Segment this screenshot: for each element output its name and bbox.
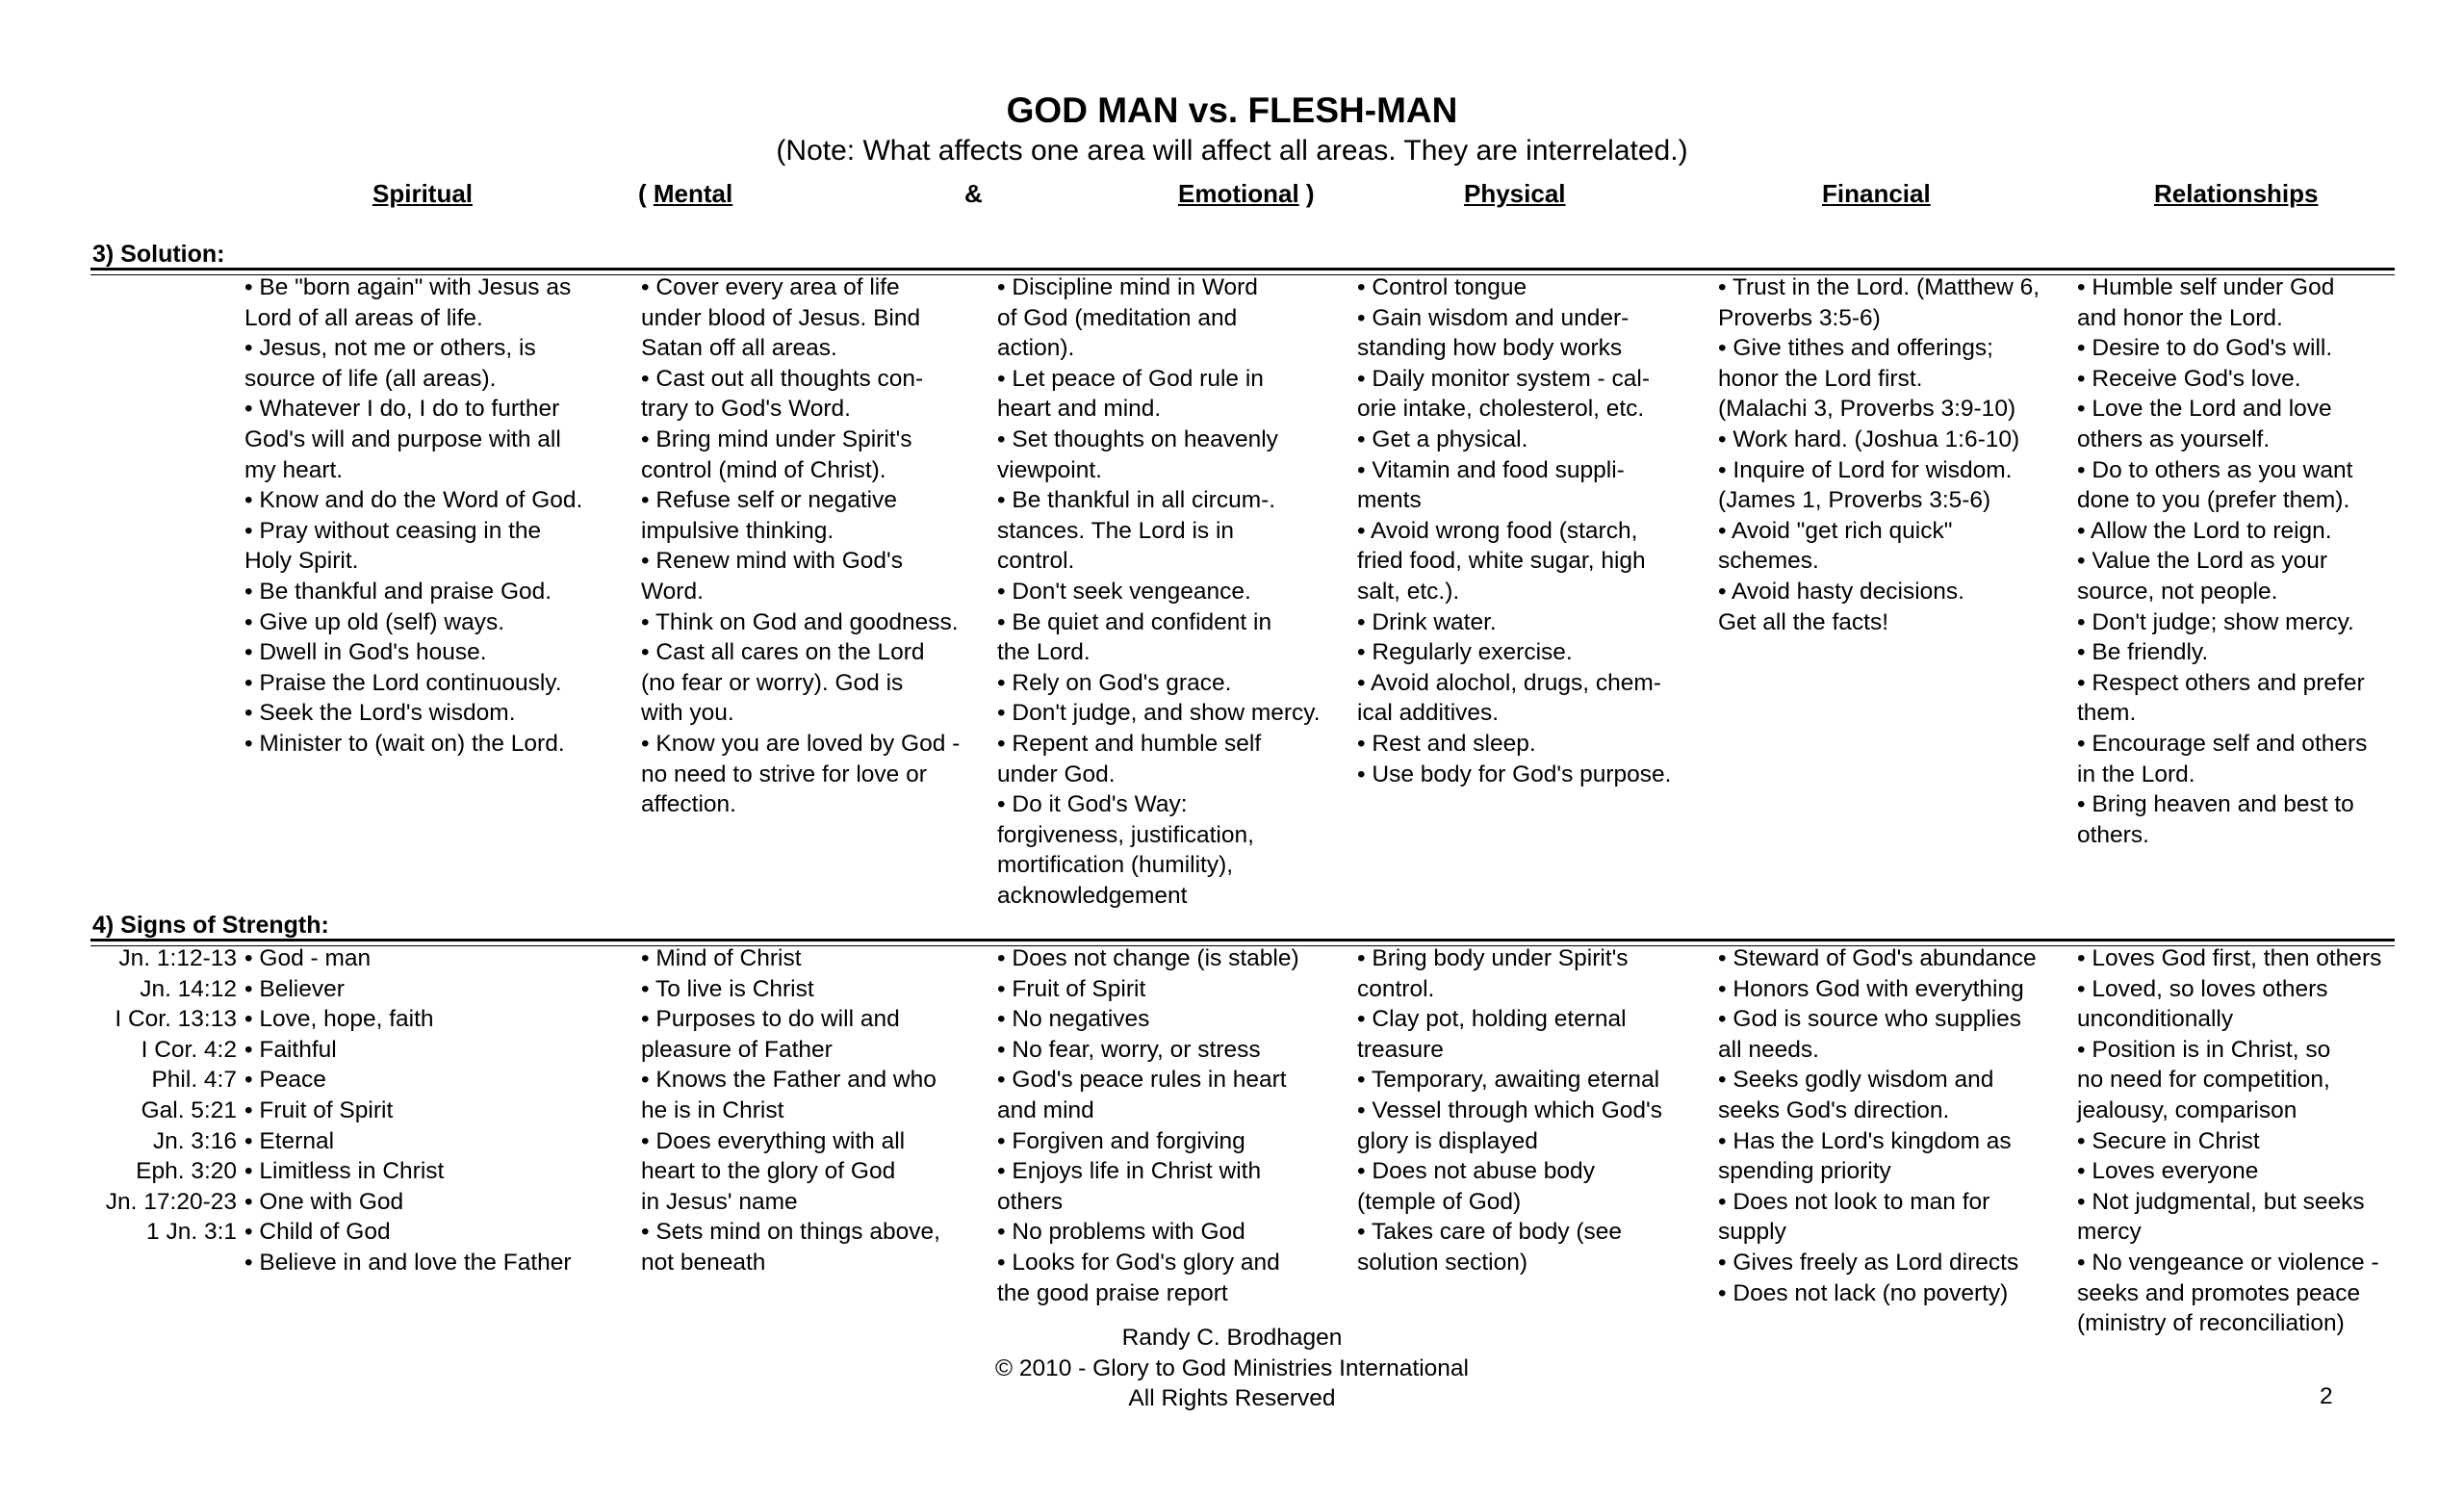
header-relationships: Relationships xyxy=(2154,179,2319,208)
list-item: • Purposes to do will and xyxy=(641,1006,900,1033)
list-item: • Trust in the Lord. (Matthew 6, xyxy=(1718,274,2040,300)
list-item: all needs. xyxy=(1718,1036,1819,1063)
list-item: • God's peace rules in heart xyxy=(997,1067,1287,1094)
list-item: others xyxy=(997,1188,1064,1215)
list-item: • Does everything with all xyxy=(641,1127,906,1154)
page-note: (Note: What affects one area will affect all areas. They are interrelated.) xyxy=(776,135,1688,167)
footer xyxy=(0,1323,2464,1414)
list-item: fried food, white sugar, high xyxy=(1357,548,1646,575)
list-item: • Encourage self and others xyxy=(2077,730,2368,757)
list-item: • Rely on God's grace. xyxy=(997,669,1232,696)
list-item: • Bring heaven and best to xyxy=(2077,791,2354,818)
list-item: control. xyxy=(1357,975,1435,1002)
list-item: in the Lord. xyxy=(2077,761,2195,787)
scripture-reference: Jn. 17:20-23 xyxy=(105,1188,237,1215)
list-item: • Discipline mind in Word xyxy=(997,274,1258,300)
list-item: • Be quiet and confident in xyxy=(997,608,1272,635)
list-item: ical additives. xyxy=(1357,700,1500,727)
list-item: • Love the Lord and love xyxy=(2077,396,2332,423)
list-item: • Know you are loved by God - xyxy=(641,730,961,757)
list-item: • God - man xyxy=(244,945,372,971)
footer-copyright: © 2010 - Glory to God Ministries International xyxy=(995,1354,1469,1381)
list-item: • Does not abuse body xyxy=(1357,1158,1595,1185)
list-item: • Fruit of Spirit xyxy=(244,1096,394,1123)
list-item: impulsive thinking. xyxy=(641,517,834,544)
list-item: • Renew mind with God's xyxy=(641,548,903,575)
header-financial: Financial xyxy=(1822,179,1931,208)
list-item: Holy Spirit. xyxy=(244,548,359,575)
list-item: • Rest and sleep. xyxy=(1357,730,1536,757)
header-ampersand: & xyxy=(964,179,983,208)
list-item: Get all the facts! xyxy=(1718,608,1889,635)
header-paren-close: ) xyxy=(1298,179,1315,208)
list-item: (ministry of reconciliation) xyxy=(2077,1310,2345,1337)
list-item: • Do it God's Way: xyxy=(997,791,1188,818)
list-item: heart and mind. xyxy=(997,396,1162,423)
list-item: • Be thankful in all circum-. xyxy=(997,487,1276,514)
list-item: • Control tongue xyxy=(1357,274,1527,300)
list-item: • Think on God and goodness. xyxy=(641,608,959,635)
list-item: (temple of God) xyxy=(1357,1188,1522,1215)
section-solution-label: 3) Solution: xyxy=(92,241,225,268)
list-item: Proverbs 3:5-6) xyxy=(1718,304,1881,331)
section-strength-label: 4) Signs of Strength: xyxy=(92,912,329,939)
list-item: • Use body for God's purpose. xyxy=(1357,761,1672,787)
list-item: • Gain wisdom and under- xyxy=(1357,304,1630,331)
list-item: • Seeks godly wisdom and xyxy=(1718,1067,1994,1094)
header-mental: Mental xyxy=(653,179,733,208)
list-item: • Knows the Father and who xyxy=(641,1067,937,1094)
solution-emotional-list xyxy=(997,272,1344,911)
list-item: my heart. xyxy=(244,456,344,483)
list-item: • Whatever I do, I do to further xyxy=(244,396,560,423)
solution-spiritual-list xyxy=(244,272,591,760)
list-item: • Be friendly. xyxy=(2077,639,2209,666)
list-item: • Give up old (self) ways. xyxy=(244,608,505,635)
list-item: • Enjoys life in Christ with xyxy=(997,1158,1262,1185)
solution-physical-list xyxy=(1357,272,1704,789)
list-item: • Believer xyxy=(244,975,345,1002)
list-item: • Cover every area of life xyxy=(641,274,900,300)
list-item: • Bring body under Spirit's xyxy=(1357,945,1629,971)
scripture-reference: Jn. 3:16 xyxy=(152,1127,237,1154)
scripture-reference: I Cor. 4:2 xyxy=(141,1036,237,1063)
header-paren-open: ( xyxy=(638,179,654,208)
strength-financial-list xyxy=(1718,943,2065,1308)
list-item: • Child of God xyxy=(244,1219,391,1246)
list-item: and honor the Lord. xyxy=(2077,304,2283,331)
list-item: • Be "born again" with Jesus as xyxy=(244,274,572,300)
list-item: • Get a physical. xyxy=(1357,426,1528,452)
strength-emotional-list xyxy=(997,943,1344,1308)
list-item: • Sets mind on things above, xyxy=(641,1219,940,1246)
header-emotional: Emotional xyxy=(1178,179,1299,208)
list-item: • Value the Lord as your xyxy=(2077,548,2328,575)
list-item: • Jesus, not me or others, is xyxy=(244,335,536,362)
list-item: not beneath xyxy=(641,1249,766,1276)
list-item: • Gives freely as Lord directs xyxy=(1718,1249,2019,1276)
list-item: viewpoint. xyxy=(997,456,1102,483)
list-item: • Cast out all thoughts con- xyxy=(641,365,924,392)
list-item: • Seek the Lord's wisdom. xyxy=(244,700,516,727)
list-item: source, not people. xyxy=(2077,578,2278,605)
list-item: Word. xyxy=(641,578,704,605)
list-item: • Desire to do God's will. xyxy=(2077,335,2333,362)
list-item: schemes. xyxy=(1718,548,1819,575)
list-item: • Give tithes and offerings; xyxy=(1718,335,1993,362)
strength-physical-list xyxy=(1357,943,1704,1278)
list-item: • Position is in Christ, so xyxy=(2077,1036,2331,1063)
list-item: • Dwell in God's house. xyxy=(244,639,487,666)
list-item: • Faithful xyxy=(244,1036,337,1063)
list-item: • Cast all cares on the Lord xyxy=(641,639,925,666)
list-item: treasure xyxy=(1357,1036,1444,1063)
list-item: • Clay pot, holding eternal xyxy=(1357,1006,1627,1033)
list-item: seeks God's direction. xyxy=(1718,1096,1950,1123)
list-item: • God is source who supplies xyxy=(1718,1006,2021,1033)
scripture-reference: 1 Jn. 3:1 xyxy=(146,1219,237,1246)
list-item: • Looks for God's glory and xyxy=(997,1249,1280,1276)
scripture-reference: Jn. 1:12-13 xyxy=(118,945,237,971)
strength-spiritual-list xyxy=(244,943,591,1278)
list-item: • Loves God first, then others xyxy=(2077,945,2382,971)
list-item: control. xyxy=(997,548,1075,575)
list-item: • Know and do the Word of God. xyxy=(244,487,583,514)
list-item: • Allow the Lord to reign. xyxy=(2077,517,2332,544)
list-item: them. xyxy=(2077,700,2137,727)
list-item: stances. The Lord is in xyxy=(997,517,1235,544)
list-item: others. xyxy=(2077,821,2149,848)
list-item: • Repent and humble self xyxy=(997,730,1262,757)
list-item: • Believe in and love the Father xyxy=(244,1249,572,1276)
list-item: Satan off all areas. xyxy=(641,335,837,362)
list-item: • Avoid wrong food (starch, xyxy=(1357,517,1638,544)
solution-financial-list xyxy=(1718,272,2065,637)
list-item: • Receive God's love. xyxy=(2077,365,2301,392)
page-title: GOD MAN vs. FLESH-MAN xyxy=(1006,90,1458,130)
list-item: • Refuse self or negative xyxy=(641,487,897,514)
list-item: • Daily monitor system - cal- xyxy=(1357,365,1650,392)
list-item: • Pray without ceasing in the xyxy=(244,517,542,544)
list-item: • Work hard. (Joshua 1:6-10) xyxy=(1718,426,2020,452)
list-item: • Loved, so loves others xyxy=(2077,975,2328,1002)
scripture-reference: Gal. 5:21 xyxy=(141,1096,237,1123)
list-item: mercy xyxy=(2077,1219,2142,1246)
list-item: spending priority xyxy=(1718,1158,1891,1185)
list-item: • Forgiven and forgiving xyxy=(997,1127,1245,1154)
list-item: • Vessel through which God's xyxy=(1357,1096,1662,1123)
list-item: • Takes care of body (see xyxy=(1357,1219,1623,1246)
list-item: • Steward of God's abundance xyxy=(1718,945,2037,971)
list-item: others as yourself. xyxy=(2077,426,2271,452)
list-item: with you. xyxy=(641,700,734,727)
list-item: • Don't judge; show mercy. xyxy=(2077,608,2354,635)
list-item: source of life (all areas). xyxy=(244,365,497,392)
solution-mental-list xyxy=(641,272,988,820)
list-item: • Does not look to man for xyxy=(1718,1188,1990,1215)
list-item: • Set thoughts on heavenly xyxy=(997,426,1278,452)
list-item: and mind xyxy=(997,1096,1094,1123)
strength-references-list xyxy=(58,943,237,1248)
list-item: • Humble self under God xyxy=(2077,274,2335,300)
list-item: • Secure in Christ xyxy=(2077,1127,2260,1154)
list-item: salt, etc.). xyxy=(1357,578,1460,605)
list-item: under God. xyxy=(997,761,1116,787)
header-emotional-group xyxy=(1178,179,1315,208)
list-item: • Temporary, awaiting eternal xyxy=(1357,1067,1660,1094)
list-item: • Inquire of Lord for wisdom. xyxy=(1718,456,2013,483)
list-item: • To live is Christ xyxy=(641,975,814,1002)
list-item: trary to God's Word. xyxy=(641,396,851,423)
list-item: • Bring mind under Spirit's xyxy=(641,426,912,452)
list-item: • Eternal xyxy=(244,1127,335,1154)
list-item: seeks and promotes peace xyxy=(2077,1279,2361,1306)
list-item: • Limitless in Christ xyxy=(244,1158,445,1185)
scripture-reference: Phil. 4:7 xyxy=(151,1067,237,1094)
list-item: (no fear or worry). God is xyxy=(641,669,904,696)
list-item: heart to the glory of God xyxy=(641,1158,896,1185)
list-item: • Do to others as you want xyxy=(2077,456,2353,483)
list-item: • Let peace of God rule in xyxy=(997,365,1264,392)
list-item: no need for competition, xyxy=(2077,1067,2330,1094)
list-item: (Malachi 3, Proverbs 3:9-10) xyxy=(1718,396,2016,423)
list-item: orie intake, cholesterol, etc. xyxy=(1357,396,1645,423)
list-item: action). xyxy=(997,335,1075,362)
list-item: • Praise the Lord continuously. xyxy=(244,669,562,696)
list-item: • Has the Lord's kingdom as xyxy=(1718,1127,2012,1154)
solution-relationships-list xyxy=(2077,272,2424,850)
list-item: • No problems with God xyxy=(997,1219,1245,1246)
list-item: forgiveness, justification, xyxy=(997,821,1254,848)
list-item: pleasure of Father xyxy=(641,1036,833,1063)
list-item: solution section) xyxy=(1357,1249,1528,1276)
list-item: • Don't judge, and show mercy. xyxy=(997,700,1321,727)
list-item: • Drink water. xyxy=(1357,608,1497,635)
page-number: 2 xyxy=(2320,1383,2333,1409)
list-item: • Fruit of Spirit xyxy=(997,975,1146,1002)
list-item: Lord of all areas of life. xyxy=(244,304,483,331)
list-item: he is in Christ xyxy=(641,1096,784,1123)
list-item: jealousy, comparison xyxy=(2077,1096,2297,1123)
list-item: of God (meditation and xyxy=(997,304,1238,331)
list-item: • Avoid alochol, drugs, chem- xyxy=(1357,669,1661,696)
header-physical: Physical xyxy=(1464,179,1566,208)
list-item: • Vitamin and food suppli- xyxy=(1357,456,1625,483)
list-item: • Loves everyone xyxy=(2077,1158,2259,1185)
list-item: mortification (humility), xyxy=(997,852,1234,879)
footer-rights: All Rights Reserved xyxy=(1128,1385,1336,1412)
list-item: affection. xyxy=(641,791,736,818)
list-item: under blood of Jesus. Bind xyxy=(641,304,921,331)
list-item: • Mind of Christ xyxy=(641,945,802,971)
list-item: honor the Lord first. xyxy=(1718,365,1923,392)
list-item: • Does not change (is stable) xyxy=(997,945,1299,971)
list-item: • No vengeance or violence - xyxy=(2077,1249,2379,1276)
list-item: • Love, hope, faith xyxy=(244,1006,434,1033)
list-item: • Don't seek vengeance. xyxy=(997,578,1251,605)
list-item: • No fear, worry, or stress xyxy=(997,1036,1261,1063)
header-spiritual: Spiritual xyxy=(372,179,474,208)
list-item: the Lord. xyxy=(997,639,1091,666)
list-item: no need to strive for love or xyxy=(641,761,927,787)
list-item: done to you (prefer them). xyxy=(2077,487,2350,514)
list-item: • Minister to (wait on) the Lord. xyxy=(244,730,565,757)
list-item: in Jesus' name xyxy=(641,1188,798,1215)
list-item: glory is displayed xyxy=(1357,1127,1538,1154)
header-mental-group xyxy=(638,179,732,208)
section-divider xyxy=(90,268,2395,271)
list-item: supply xyxy=(1718,1219,1786,1246)
list-item: (James 1, Proverbs 3:5-6) xyxy=(1718,487,1991,514)
list-item: • Does not lack (no poverty) xyxy=(1718,1279,2009,1306)
list-item: acknowledgement xyxy=(997,882,1188,909)
footer-author: Randy C. Brodhagen xyxy=(1121,1325,1343,1351)
list-item: • Avoid hasty decisions. xyxy=(1718,578,1964,605)
list-item: the good praise report xyxy=(997,1279,1228,1306)
list-item: • One with God xyxy=(244,1188,404,1215)
scripture-reference: Eph. 3:20 xyxy=(136,1158,237,1185)
list-item: God's will and purpose with all xyxy=(244,426,561,452)
list-item: • Avoid "get rich quick" xyxy=(1718,517,1953,544)
list-item: • Be thankful and praise God. xyxy=(244,578,552,605)
strength-relationships-list xyxy=(2077,943,2424,1339)
strength-mental-list xyxy=(641,943,988,1278)
list-item: • No negatives xyxy=(997,1006,1150,1033)
scripture-reference: Jn. 14:12 xyxy=(140,975,237,1002)
list-item: control (mind of Christ). xyxy=(641,456,886,483)
list-item: • Not judgmental, but seeks xyxy=(2077,1188,2365,1215)
scripture-reference: I Cor. 13:13 xyxy=(115,1006,237,1033)
list-item: • Honors God with everything xyxy=(1718,975,2024,1002)
list-item: • Peace xyxy=(244,1067,326,1094)
list-item: ments xyxy=(1357,487,1422,514)
list-item: • Respect others and prefer xyxy=(2077,669,2365,696)
list-item: unconditionally xyxy=(2077,1006,2234,1033)
list-item: • Regularly exercise. xyxy=(1357,639,1573,666)
list-item: standing how body works xyxy=(1357,335,1623,362)
section-divider xyxy=(90,939,2395,941)
